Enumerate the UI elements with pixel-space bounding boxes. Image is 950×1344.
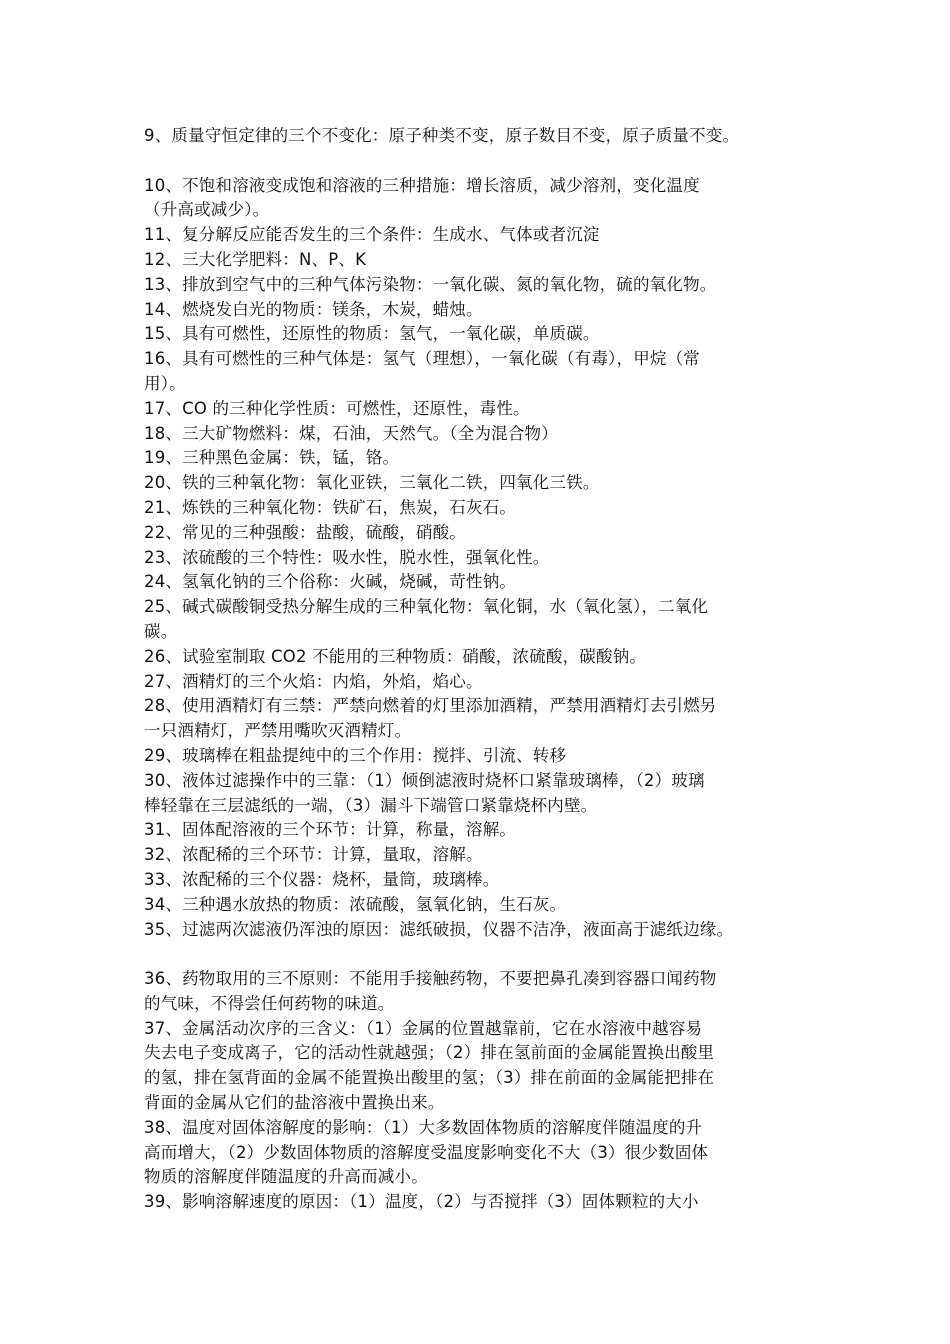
text-line: 34、三种遇水放热的物质：浓硫酸，氢氧化钠，生石灰。: [144, 894, 567, 914]
text-line: 21、炼铁的三种氧化物：铁矿石，焦炭，石灰石。: [144, 497, 517, 517]
text-line: 失去电子变成离子，它的活动性就越强；（2）排在氢前面的金属能置换出酸里: [144, 1043, 715, 1063]
text-line: 12、三大化学肥料：N、P、K: [144, 249, 367, 269]
text-line: 24、氢氧化钠的三个俗称：火碱，烧碱，苛性钠。: [144, 572, 517, 592]
text-line: 物质的溶解度伴随温度的升高而减小。: [144, 1167, 428, 1187]
text-line: 棒轻靠在三层滤纸的一端，（3）漏斗下端管口紧靠烧杯内壁。: [144, 795, 598, 815]
text-line: 37、金属活动次序的三含义：（1）金属的位置越靠前，它在水溶液中越容易: [144, 1018, 703, 1038]
text-line: 39、影响溶解速度的原因：（1）温度，（2）与否搅拌（3）固体颗粒的大小: [144, 1192, 699, 1212]
text-line: 17、CO 的三种化学性质：可燃性，还原性，毒性。: [144, 398, 530, 418]
text-line: 16、具有可燃性的三种气体是：氢气（理想），一氧化碳（有毒），甲烷（常: [144, 349, 700, 369]
text-line: 高而增大，（2）少数固体物质的溶解度受温度影响变化不大（3）很少数固体: [144, 1142, 709, 1162]
text-line: 25、碱式碳酸铜受热分解生成的三种氧化物：氧化铜，水（氧化氢），二氧化: [144, 597, 709, 617]
text-line: 9、质量守恒定律的三个不变化：原子种类不变，原子数目不变，原子质量不变。: [144, 126, 740, 145]
text-line: 28、使用酒精灯有三禁：严禁向燃着的灯里添加酒精，严禁用酒精灯去引燃另: [144, 696, 717, 716]
text-line: 30、液体过滤操作中的三靠：（1）倾倒滤液时烧杯口紧靠玻璃棒，（2）玻璃: [144, 770, 705, 790]
text-line: 18、三大矿物燃料：煤，石油，天然气。（全为混合物）: [144, 423, 558, 443]
text-line: 29、玻璃棒在粗盐提纯中的三个作用：搅拌、引流、转移: [144, 745, 567, 765]
text-line: 19、三种黑色金属：铁，锰，铬。: [144, 448, 400, 468]
text-line: 22、常见的三种强酸：盐酸，硫酸，硝酸。: [144, 522, 466, 542]
blank-line: [144, 149, 834, 174]
text-line: 背面的金属从它们的盐溶液中置换出来。: [144, 1093, 445, 1113]
text-line: 的氢，排在氢背面的金属不能置换出酸里的氢；（3）排在前面的金属能把排在: [144, 1068, 715, 1088]
text-line: 用）。: [144, 373, 186, 393]
text-line: 27、酒精灯的三个火焰：内焰，外焰，焰心。: [144, 671, 483, 691]
text-line: 33、浓配稀的三个仪器：烧杯，量筒，玻璃棒。: [144, 869, 500, 889]
text-line: （升高或减少）。: [144, 200, 270, 220]
text-line: 一只酒精灯，严禁用嘴吹灭酒精灯。: [144, 721, 412, 741]
text-line: 31、固体配溶液的三个环节：计算，称量，溶解。: [144, 820, 517, 840]
text-line: 26、试验室制取 CO2 不能用的三种物质：硝酸，浓硫酸，碳酸钠。: [144, 646, 647, 666]
blank-line: [144, 942, 834, 967]
text-line: 的气味，不得尝任何药物的味道。: [144, 993, 395, 1013]
text-line: 碳。: [144, 621, 178, 641]
document-body: [144, 124, 834, 1215]
text-line: 32、浓配稀的三个环节：计算，量取，溶解。: [144, 845, 483, 865]
text-line: 35、过滤两次滤液仍浑浊的原因：滤纸破损，仪器不洁净，液面高于滤纸边缘。: [144, 919, 734, 939]
text-line: 36、药物取用的三不原则：不能用手接触药物，不要把鼻孔凑到容器口闻药物: [144, 969, 717, 989]
text-line: 23、浓硫酸的三个特性：吸水性，脱水性，强氧化性。: [144, 547, 550, 567]
text-line: 14、燃烧发白光的物质：镁条，木炭，蜡烛。: [144, 299, 483, 319]
text-line: 11、复分解反应能否发生的三个条件：生成水、气体或者沉淀: [144, 225, 600, 245]
text-line: 20、铁的三种氧化物：氧化亚铁，三氧化二铁，四氧化三铁。: [144, 473, 600, 493]
text-line: 10、不饱和溶液变成饱和溶液的三种措施：增长溶质，减少溶剂，变化温度: [144, 175, 700, 195]
text-line: 13、排放到空气中的三种气体污染物：一氧化碳、氮的氧化物，硫的氧化物。: [144, 274, 717, 294]
text-line: 38、温度对固体溶解度的影响：（1）大多数固体物质的溶解度伴随温度的升: [144, 1117, 703, 1137]
text-line: 15、具有可燃性，还原性的物质：氢气，一氧化碳，单质碳。: [144, 324, 600, 344]
